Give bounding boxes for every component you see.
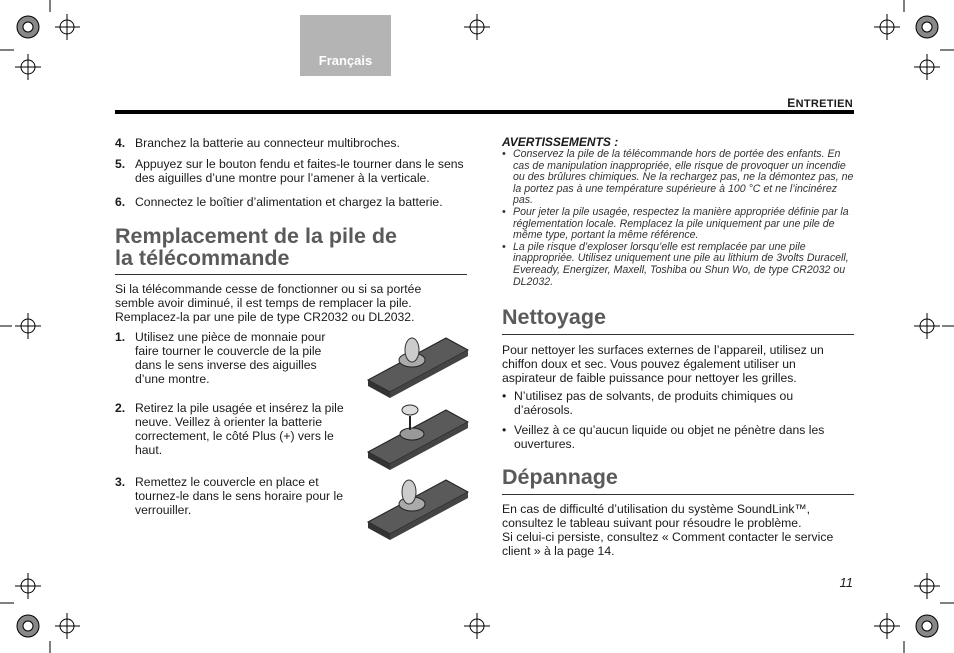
warning-text: Conservez la pile de la télécommande hors de portée des enfants. En cas de manipulation inappropriée, elle risque de provoquer un incendie ou des brûlures chimiques. Ne la rechargez pas, ne la démontez pas, ne la portez pas à une température supérieure à 100 °C et ne l’incinérez pas. bbox=[513, 148, 854, 207]
step-text: Connectez le boîtier d’alimentation et chargez la batterie. bbox=[135, 195, 443, 209]
heading-line-1: Remplacement de la pile de bbox=[115, 224, 397, 248]
trouble-heading-text: Dépannage bbox=[502, 465, 618, 489]
heading-battery-replacement bbox=[115, 225, 467, 269]
step-5 bbox=[115, 157, 470, 185]
remote-illustration-2 bbox=[362, 400, 474, 472]
trouble-text-1: En cas de difficulté d’utilisation du système SoundLink™, consultez le tableau suivant pour résoudre le problème. bbox=[502, 502, 811, 530]
header-rule bbox=[115, 110, 854, 114]
section-label-initial: E bbox=[787, 96, 796, 110]
heading-rule bbox=[115, 274, 467, 275]
step-text: Branchez la batterie au connecteur multibroches. bbox=[135, 136, 400, 150]
warning-item: • Conservez la pile de la télécommande hors de portée des enfants. En cas de manipulation inappropriée, elle risque de provoquer un incendie ou des brûlures chimiques. Ne la rechargez pas, ne la démontez pas, ne la portez pas à une température supérieure à 100 °C et ne l’incinérez pas. bbox=[502, 148, 854, 207]
step-text: Utilisez une pièce de monnaie pour faire tourner le couvercle de la pile dans le sens inverse des aiguilles d’une montre. bbox=[135, 330, 326, 386]
remote-illustration-1 bbox=[362, 330, 474, 400]
warning-text: La pile risque d’exploser lorsqu’elle est remplacée par une pile inappropriée. Utilisez uniquement une pile au lithium de 3volts Duracell, Eveready, Energizer, Maxell, Toshiba ou Shun Wo, de type CR2032 ou DL2032. bbox=[513, 240, 849, 288]
remote-step-3 bbox=[115, 475, 345, 517]
cleaning-text: Pour nettoyer les surfaces externes de l’appareil, utilisez un chiffon doux et sec. Vous pouvez également utiliser un aspirateur de faible puissance pour nettoyer les grilles. bbox=[502, 343, 824, 385]
step-number: 5. bbox=[115, 157, 126, 171]
section-label-rest: NTRETIEN bbox=[795, 98, 853, 110]
page-number: 11 bbox=[839, 575, 853, 590]
trouble-rule bbox=[502, 494, 854, 495]
step-number: 6. bbox=[115, 195, 126, 209]
step-text: Remettez le couvercle en place et tournez-le dans le sens horaire pour le verrouiller. bbox=[135, 475, 343, 517]
remote-step-2 bbox=[115, 401, 345, 457]
warning-text: Pour jeter la pile usagée, respectez la manière appropriée définie par la réglementation locale. Remplacez la pile uniquement par une pile de même type, portant la même référence. bbox=[513, 205, 849, 242]
step-4 bbox=[115, 136, 470, 150]
heading-cleaning bbox=[502, 306, 606, 328]
warning-item: • La pile risque d’exploser lorsqu’elle est remplacée par une pile inappropriée. Utilisez uniquement une pile au lithium de 3volts Duracell, Eveready, Energizer, Maxell, Toshiba ou Shun Wo, de type CR2032 ou DL2032. bbox=[502, 242, 854, 288]
step-number: 2. bbox=[115, 401, 126, 415]
bullet-text: Veillez à ce qu’aucun liquide ou objet ne pénètre dans les ouvertures. bbox=[514, 423, 825, 451]
step-6 bbox=[115, 195, 470, 209]
warnings-list bbox=[502, 149, 854, 288]
section-label bbox=[787, 96, 853, 110]
remote-illustration-3 bbox=[362, 472, 474, 542]
bullet-text: N’utilisez pas de solvants, de produits chimiques ou d’aérosols. bbox=[514, 389, 794, 417]
cleaning-bullet: • N’utilisez pas de solvants, de produits chimiques ou d’aérosols. bbox=[502, 389, 842, 417]
step-number: 1. bbox=[115, 330, 126, 344]
remote-step-1 bbox=[115, 330, 345, 386]
language-label: Français bbox=[318, 53, 373, 68]
trouble-text bbox=[502, 502, 852, 558]
cleaning-bullet: • Veillez à ce qu’aucun liquide ou objet ne pénètre dans les ouvertures. bbox=[502, 423, 847, 451]
trouble-text-2: Si celui-ci persiste, consultez « Comment contacter le service client » à la page 14. bbox=[502, 530, 834, 558]
warning-item: • Pour jeter la pile usagée, respectez la manière appropriée définie par la réglementation locale. Remplacez la pile uniquement par une pile de même type, portant la même référence. bbox=[502, 207, 854, 242]
battery-intro-text: Si la télécommande cesse de fonctionner ou si sa portée semble avoir diminué, il est temps de remplacer la pile. Remplacez-la par une pile de type CR2032 ou DL2032. bbox=[115, 282, 422, 324]
step-text: Appuyez sur le bouton fendu et faites-le tourner dans le sens des aiguilles d’une montre pour l’amener à la verticale. bbox=[135, 157, 464, 185]
heading-troubleshooting bbox=[502, 466, 618, 488]
cleaning-heading-text: Nettoyage bbox=[502, 305, 606, 329]
language-tab bbox=[300, 15, 391, 76]
step-number: 3. bbox=[115, 475, 126, 489]
step-number: 4. bbox=[115, 136, 126, 150]
step-text: Retirez la pile usagée et insérez la pile neuve. Veillez à orienter la batterie correctement, le côté Plus (+) vers le haut. bbox=[135, 401, 344, 457]
cleaning-rule bbox=[502, 334, 854, 335]
heading-line-2: la télécommande bbox=[115, 246, 290, 270]
warnings-title: AVERTISSEMENTS : bbox=[502, 135, 619, 149]
